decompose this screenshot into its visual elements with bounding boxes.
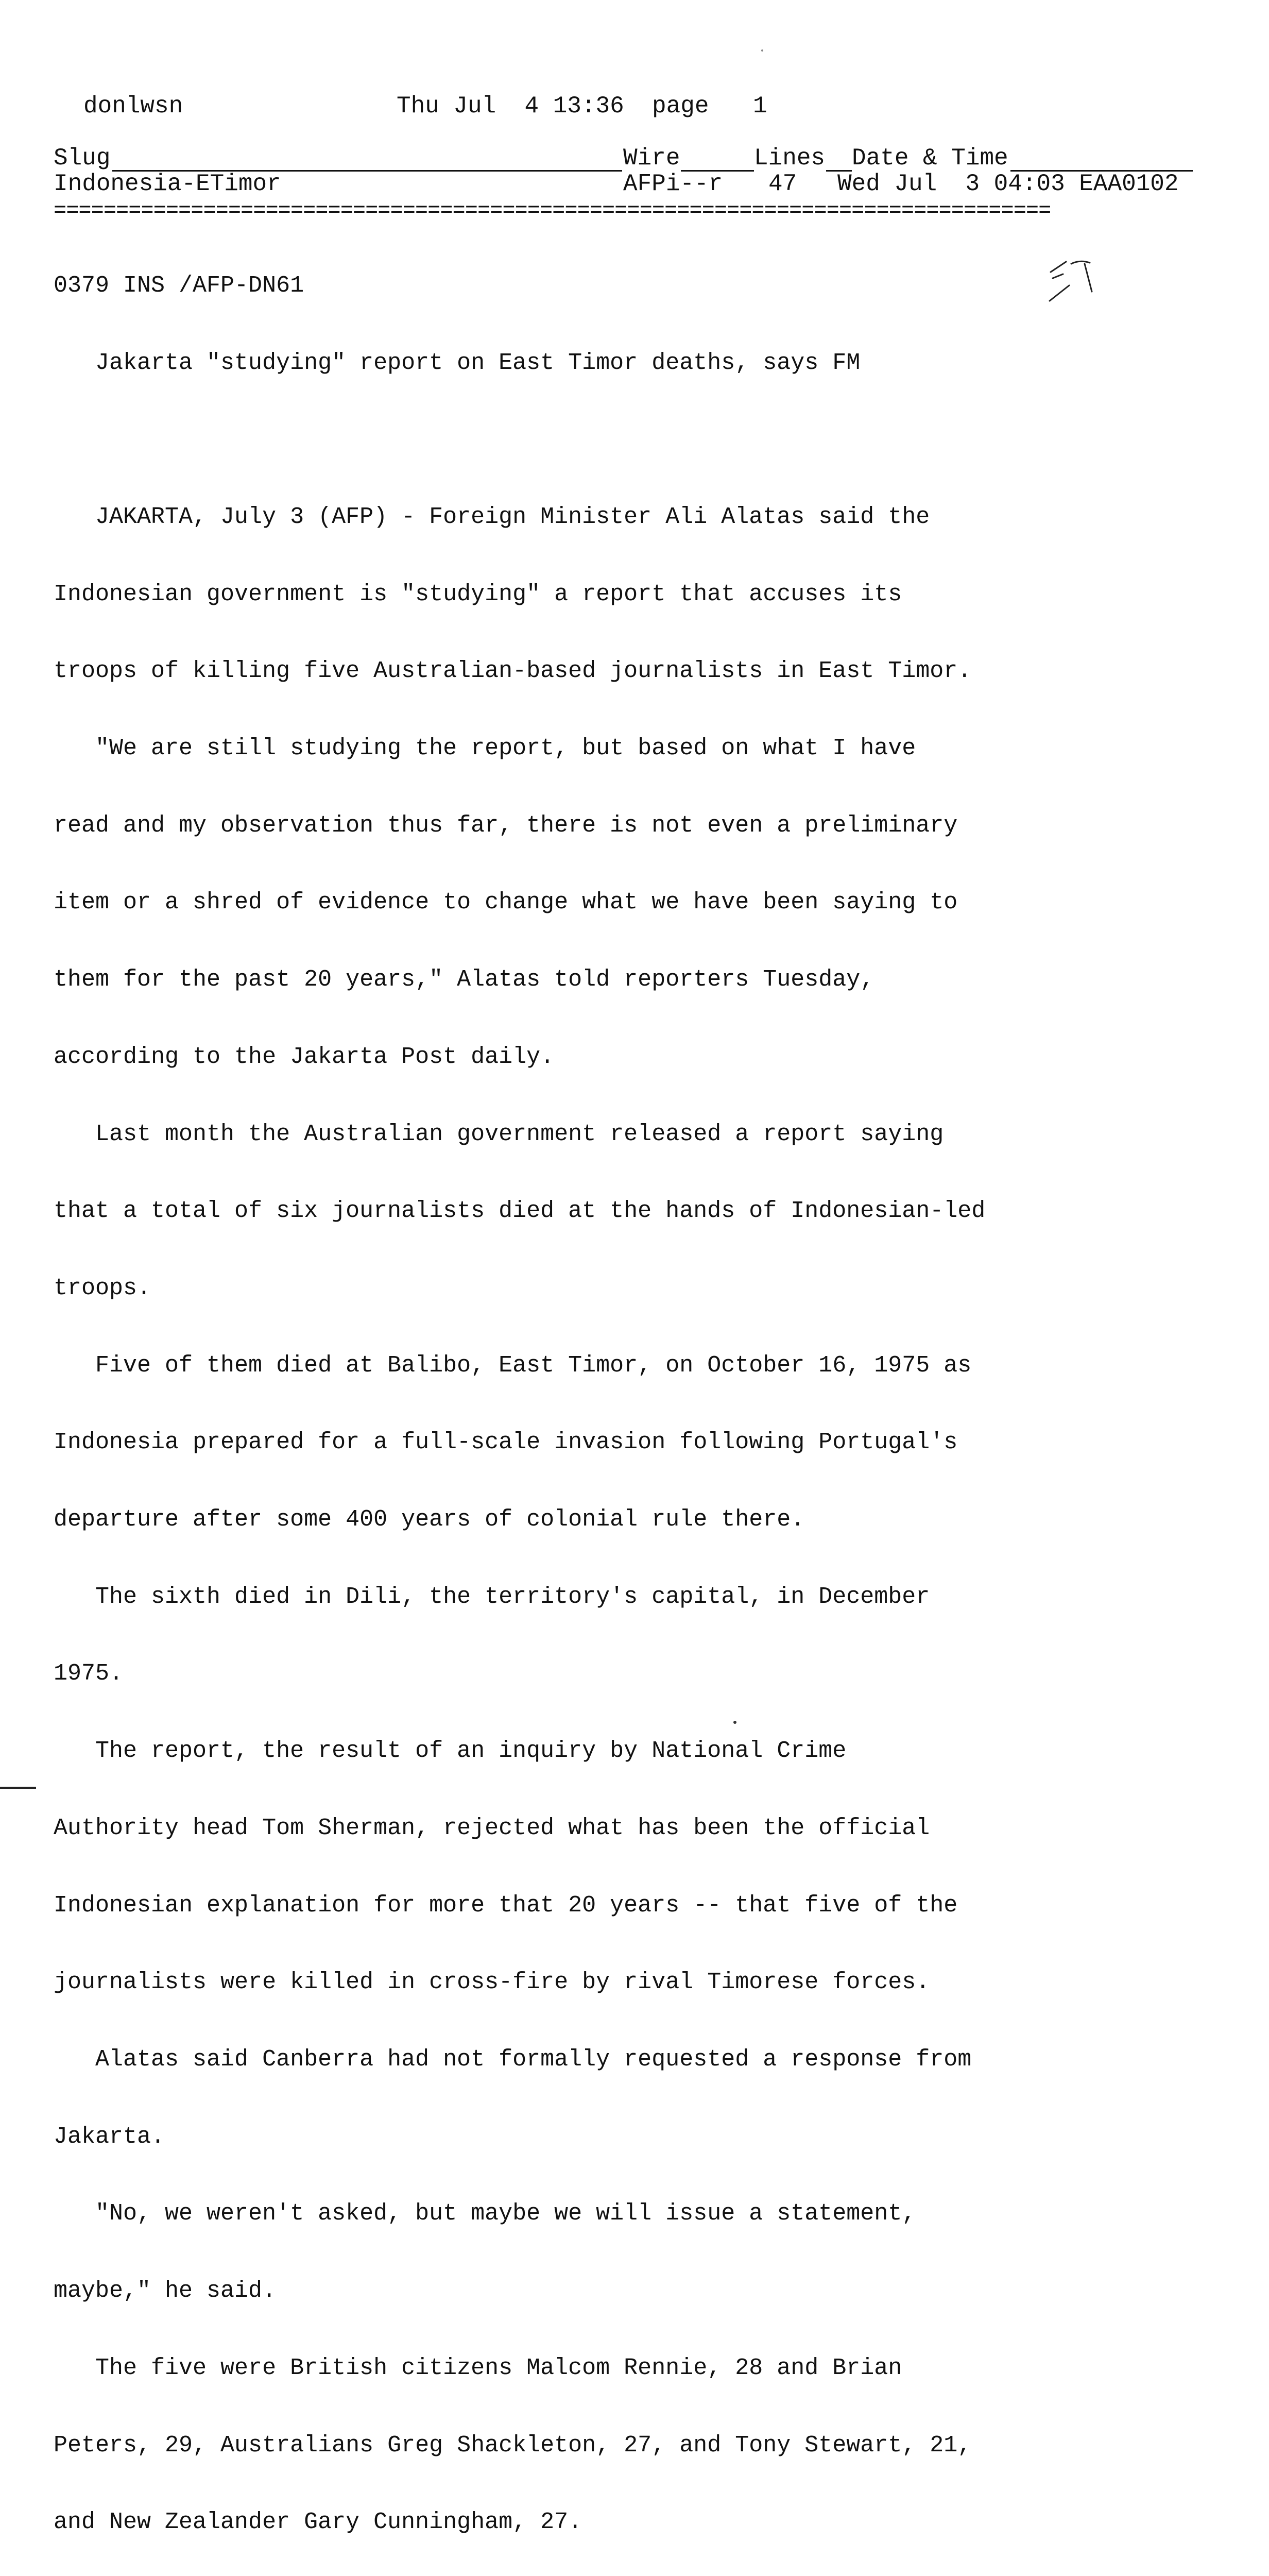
story-line: The sixth died in Dili, the territory's capital, in December: [54, 1583, 930, 1610]
story-line: Indonesia prepared for a full-scale invasion following Portugal's: [54, 1429, 958, 1456]
story-line: troops.: [54, 1275, 151, 1301]
story-line: and New Zealander Gary Cunningham, 27.: [54, 2509, 582, 2536]
story-line: read and my observation thus far, there is not even a preliminary: [54, 812, 958, 839]
story-line: Indonesian explanation for more that 20 years -- that five of the: [54, 1892, 958, 1919]
datetime-label: Date & Time: [852, 145, 1008, 172]
story-line: maybe," he said.: [54, 2278, 277, 2304]
story-line: that a total of six journalists died at the hands of Indonesian-led: [54, 1198, 986, 1225]
slug-value: Indonesia-ETimor: [54, 171, 281, 197]
story-line: according to the Jakarta Post daily.: [54, 1043, 555, 1070]
lines-value: 47: [768, 171, 797, 197]
story-body: [54, 222, 1187, 2576]
scan-speck: [761, 49, 763, 52]
header-page-number: 1: [753, 93, 767, 120]
story-line: The five were British citizens Malcom Rennie, 28 and Brian: [54, 2354, 902, 2381]
date-time-value: Wed Jul 3 04:03 EAA0102: [837, 171, 1179, 197]
story-line: 1975.: [54, 1660, 124, 1687]
wire-label: Wire: [623, 145, 680, 172]
story-line: "We are still studying the report, but based on what I have: [54, 735, 916, 762]
story-line: Indonesian government is "studying" a report that accuses its: [54, 581, 902, 607]
story-line: item or a shred of evidence to change what we have been saying to: [54, 889, 958, 916]
story-line: "No, we weren't asked, but maybe we will issue a statement,: [54, 2200, 916, 2227]
scan-edge-mark: [0, 1787, 36, 1789]
slug-label: Slug: [54, 145, 111, 172]
scan-speck: [733, 1721, 736, 1724]
header-user: donlwsn: [83, 93, 183, 120]
story-line: departure after some 400 years of colonial rule there.: [54, 1506, 805, 1533]
story-line: Authority head Tom Sherman, rejected what has been the official: [54, 1815, 930, 1841]
header-page-label: page: [652, 93, 709, 120]
story-line: JAKARTA, July 3 (AFP) - Foreign Minister Ali Alatas said the: [54, 503, 930, 530]
story-line: Five of them died at Balibo, East Timor, on October 16, 1975 as: [54, 1352, 972, 1379]
blank-line: [54, 427, 1187, 453]
story-headline: Jakarta "studying" report on East Timor deaths, says FM: [54, 349, 861, 376]
story-line: Alatas said Canberra had not formally requested a response from: [54, 2046, 972, 2073]
story-code: 0379 INS /AFP-DN61: [54, 272, 304, 299]
story-line: them for the past 20 years," Alatas told reporters Tuesday,: [54, 967, 874, 993]
story-line: troops of killing five Australian-based journalists in East Timor.: [54, 658, 972, 685]
story-line: journalists were killed in cross-fire by rival Timorese forces.: [54, 1969, 930, 1996]
story-line: Last month the Australian government released a report saying: [54, 1121, 944, 1147]
story-line: Jakarta.: [54, 2123, 165, 2150]
lines-label: Lines: [754, 145, 826, 172]
header-datetime: Thu Jul 4 13:36: [397, 93, 624, 120]
separator-line: ================================================================================: [54, 203, 1051, 218]
story-line: The report, the result of an inquiry by National Crime: [54, 1738, 847, 1765]
handwritten-mark-icon: [1045, 251, 1107, 308]
story-line: Peters, 29, Australians Greg Shackleton, 27, and Tony Stewart, 21,: [54, 2432, 972, 2459]
wire-value: AFPi--r: [623, 171, 723, 197]
